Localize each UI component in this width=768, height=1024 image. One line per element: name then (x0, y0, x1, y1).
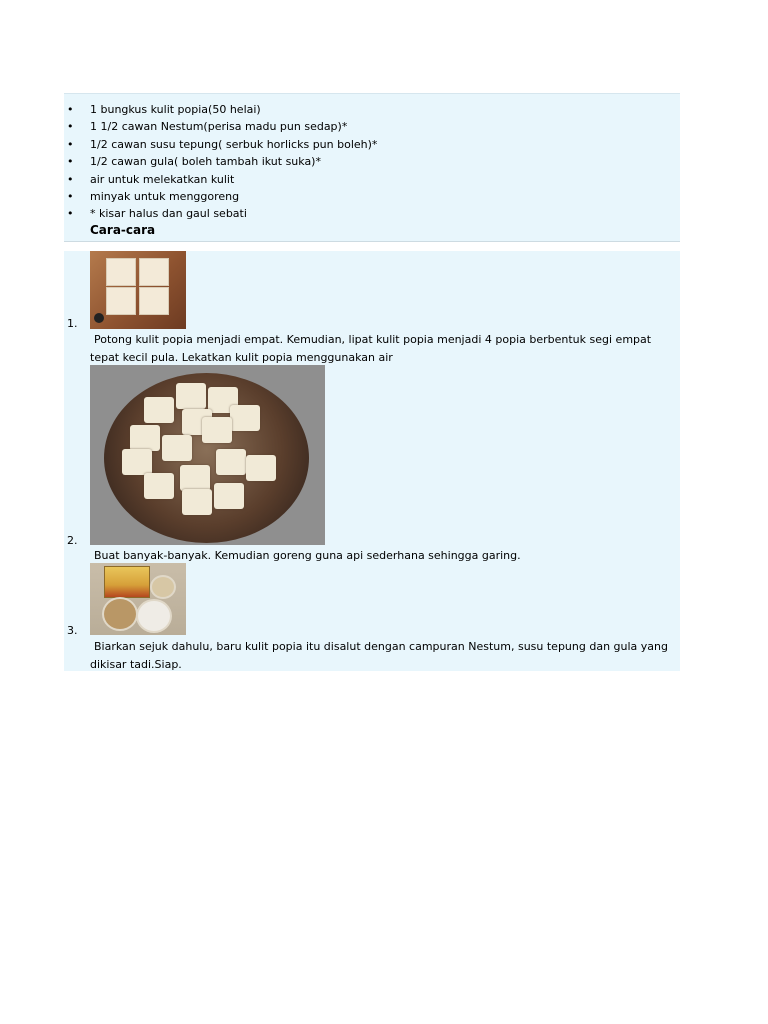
ingredient-item (64, 118, 377, 135)
popia-wrappers-on-board-photo (90, 251, 186, 329)
bullet-icon: • (67, 207, 74, 221)
ingredient-text: air untuk melekatkan kulit (90, 172, 235, 186)
bullet-icon: • (67, 172, 74, 186)
ingredients-bowls-photo (90, 563, 186, 635)
ingredient-text: 1/2 cawan susu tepung( serbuk horlicks pun boleh)* (90, 137, 378, 151)
bullet-icon: • (67, 155, 74, 169)
ingredient-item (64, 171, 377, 188)
bullet-icon: • (67, 137, 74, 151)
step-text: Biarkan sejuk dahulu, baru kulit popia itu disalut dengan campuran Nestum, susu tepung dan gula yang dikisar tadi.Siap. (90, 640, 668, 671)
ingredient-item (64, 136, 377, 153)
ingredient-item (64, 153, 377, 170)
bullet-icon: • (67, 103, 74, 116)
step-number: 2. (67, 534, 78, 547)
step-text: Potong kulit popia menjadi empat. Kemudian, lipat kulit popia menjadi 4 popia berbentuk segi empat tepat kecil pula. Lekatkan kulit popia menggunakan air (90, 333, 652, 364)
ingredient-text: 1 bungkus kulit popia(50 helai) (90, 103, 261, 116)
bullet-icon: • (67, 189, 74, 203)
step-number: 1. (67, 317, 78, 330)
bullet-icon: • (67, 120, 74, 134)
method-heading: Cara-cara (90, 223, 156, 237)
ingredient-text: minyak untuk menggoreng (90, 189, 240, 203)
step-number: 3. (67, 624, 78, 637)
ingredient-text: 1 1/2 cawan Nestum(perisa madu pun sedap)* (90, 120, 348, 134)
step-text: Buat banyak-banyak. Kemudian goreng guna api sederhana sehingga garing. (94, 549, 521, 562)
ingredient-item (64, 188, 377, 205)
ingredient-text: 1/2 cawan gula( boleh tambah ikut suka)* (90, 155, 321, 169)
ingredient-item (64, 101, 377, 118)
ingredient-text: * kisar halus dan gaul sebati (90, 207, 247, 221)
frying-popia-in-wok-photo (90, 365, 325, 545)
ingredients-panel (64, 93, 680, 242)
ingredients-list (64, 101, 377, 223)
steps-panel (64, 251, 680, 671)
ingredient-item (64, 205, 377, 222)
